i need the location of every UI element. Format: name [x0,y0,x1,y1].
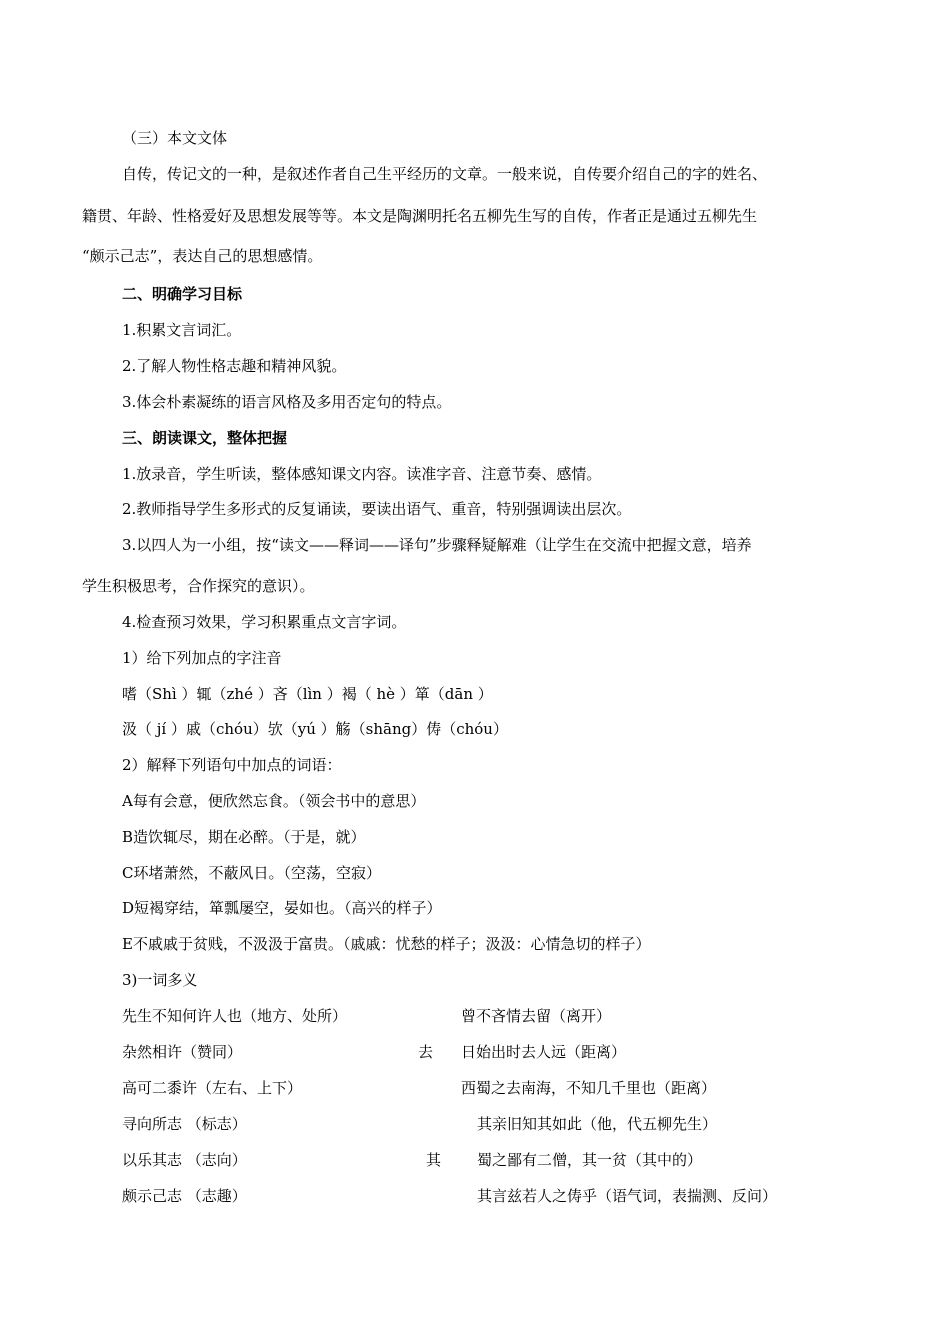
exercise-item: C环堵萧然，不蔽风日。（空荡，空寂） [122,864,381,882]
section-heading-goals: 二、明确学习目标 [122,285,243,303]
polysemy-right: 其言兹若人之俦乎（语气词，表揣测、反问） [477,1187,778,1205]
paragraph-line: “颇示己志”，表达自己的思想感情。 [82,247,323,265]
exercise-item: B造饮辄尽，期在必醉。（于是，就） [122,828,366,846]
exercise-heading: 2）解释下列语句中加点的词语： [122,756,342,774]
list-item: 1.积累文言词汇。 [122,321,242,339]
list-item: 2.了解人物性格志趣和精神风貌。 [122,357,347,375]
polysemy-right: 曾不吝情去留（离开） [461,1007,612,1025]
polysemy-left: 先生不知何许人也（地方、处所） [122,1007,348,1025]
exercise-heading: 1）给下列加点的字注音 [122,649,282,667]
section-3-heading: （三）本文文体 [122,129,228,147]
polysemy-right: 西蜀之去南海，不知几千里也（距离） [461,1079,717,1097]
list-item-continuation: 学生积极思考，合作探究的意识）。 [82,577,315,595]
polysemy-right: 其亲旧知其如此（他，代五柳先生） [477,1115,718,1133]
polysemy-right: 蜀之鄙有二僧，其一贫（其中的） [477,1151,703,1169]
pinyin-line: 汲（ jí ）戚（chóu）欤（yú ）觞（shāng）俦（chóu） [122,720,508,738]
list-item: 3.体会朴素凝练的语言风格及多用否定句的特点。 [122,393,452,411]
polysemy-keyword: 其 [426,1151,442,1169]
list-item: 1.放录音，学生听读，整体感知课文内容。读准字音、注意节奏、感情。 [122,465,602,483]
section-heading-reading: 三、朗读课文，整体把握 [122,429,288,447]
paragraph-line: 自传，传记文的一种，是叙述作者自己生平经历的文章。一般来说，自传要介绍自己的字的姓名、 [122,165,768,183]
paragraph-line: 籍贯、年龄、性格爱好及思想发展等等。本文是陶渊明托名五柳先生写的自传，作者正是通过五柳先生 [82,207,758,225]
polysemy-left: 高可二黍许（左右、上下） [122,1079,303,1097]
polysemy-left: 杂然相许（赞同） [122,1043,243,1061]
exercise-item: E不戚戚于贫贱，不汲汲于富贵。（戚戚：忧愁的样子；汲汲：心情急切的样子） [122,935,651,953]
pinyin-line: 嗜（Shì ）辄（zhé ）吝（lìn ）褐（ hè ）箪（dān ） [122,685,493,703]
polysemy-left: 以乐其志 （志向） [122,1151,247,1169]
list-item: 4.检查预习效果，学习积累重点文言字词。 [122,613,407,631]
exercise-item: D短褐穿结，箪瓢屡空，晏如也。（高兴的样子） [122,899,442,917]
polysemy-left: 寻向所志 （标志） [122,1115,247,1133]
polysemy-keyword: 去 [418,1043,434,1061]
list-item: 2.教师指导学生多形式的反复诵读，要读出语气、重音，特别强调读出层次。 [122,500,632,518]
exercise-item: A每有会意，便欣然忘食。（领会书中的意思） [122,792,426,810]
exercise-heading: 3)一词多义 [122,971,198,989]
polysemy-right: 日始出时去人远（距离） [461,1043,627,1061]
polysemy-left: 颇示己志 （志趣） [122,1187,247,1205]
list-item: 3.以四人为一小组，按“读文——释词——译句”步骤释疑解难（让学生在交流中把握文意，培养 [122,536,752,554]
